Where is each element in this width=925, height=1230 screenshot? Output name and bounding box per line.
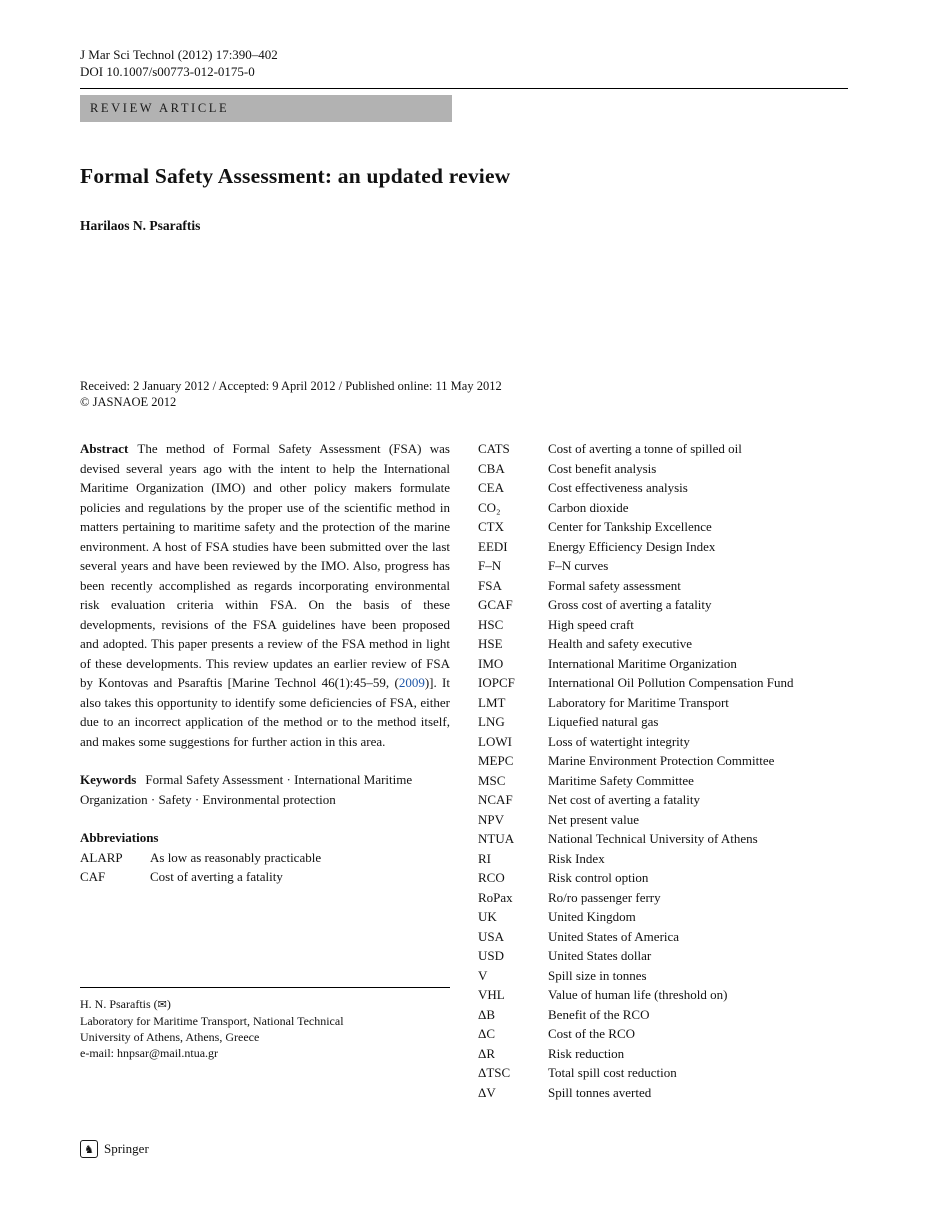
abbreviation-term: CBA xyxy=(478,460,505,476)
keywords-text: Formal Safety Assessment · International Maritime Organization · Safety · Environmental protection xyxy=(80,772,413,807)
abbreviation-term: IMO xyxy=(478,655,504,671)
article-type-label: REVIEW ARTICLE xyxy=(90,101,230,115)
abbreviation-row xyxy=(478,751,848,771)
abbreviation-definition: Cost of the RCO xyxy=(548,1026,636,1041)
right-column xyxy=(478,439,848,1102)
received-accepted-line: Received: 2 January 2012 / Accepted: 9 April 2012 / Published online: 11 May 2012 xyxy=(80,379,502,393)
abbreviation-term: RI xyxy=(478,850,491,866)
abbreviation-term: UK xyxy=(478,909,497,924)
abbreviation-term: F–N xyxy=(478,558,502,573)
abbreviation-term: ΔB xyxy=(478,1006,496,1022)
abbreviation-row xyxy=(478,907,848,927)
publisher-footer xyxy=(80,1140,149,1158)
abbreviation-row xyxy=(478,829,848,849)
abbreviation-definition: As low as reasonably practicable xyxy=(150,849,322,865)
abbreviation-row xyxy=(478,576,848,596)
article-type-banner xyxy=(80,95,452,122)
abbreviation-row xyxy=(478,712,848,732)
abbreviation-row xyxy=(478,1044,848,1064)
abbreviation-term: MSC xyxy=(478,772,506,788)
abbreviation-definition: International Oil Pollution Compensation Fund xyxy=(548,675,794,690)
abbreviation-term: NTUA xyxy=(478,831,515,846)
abbreviation-definition: Loss of watertight integrity xyxy=(548,733,690,749)
abbreviation-term: ΔR xyxy=(478,1045,496,1061)
abbreviation-term: ΔTSC xyxy=(478,1065,511,1080)
footnote-affiliation-line: University of Athens, Athens, Greece xyxy=(80,1029,260,1044)
keywords-paragraph xyxy=(80,770,450,809)
abbreviation-term: CO₂ xyxy=(478,499,501,515)
abbreviation-row xyxy=(478,595,848,615)
abbreviation-definition: High speed craft xyxy=(548,616,634,632)
abbreviation-term: MEPC xyxy=(478,753,514,768)
abbreviation-term: ΔV xyxy=(478,1084,496,1100)
abstract-text-after-link: )]. It also takes this opportunity to identify some deficiencies of FSA, either due to an incorrect application of the method or to the method itself, and makes some suggestions for further action in this area. xyxy=(80,675,450,749)
citation-year-link[interactable]: 2009 xyxy=(398,675,425,690)
envelope-icon: ✉ xyxy=(157,997,167,1011)
abbreviation-definition: Risk Index xyxy=(548,850,605,866)
abbreviation-row xyxy=(478,654,848,674)
abbreviation-term: FSA xyxy=(478,577,502,593)
abbreviation-row xyxy=(478,1063,848,1083)
doi-line: DOI 10.1007/s00773-012-0175-0 xyxy=(80,64,255,79)
two-column-body xyxy=(80,439,848,1102)
abbreviations-list-right xyxy=(478,439,848,1102)
abbreviation-row xyxy=(478,439,848,459)
abbreviation-definition: F–N curves xyxy=(548,558,609,573)
abbreviation-definition: International Maritime Organization xyxy=(548,655,737,671)
page-title: Formal Safety Assessment: an updated review xyxy=(80,164,511,188)
abbreviation-term: V xyxy=(478,967,488,983)
abbreviation-definition: Gross cost of averting a fatality xyxy=(548,597,712,612)
abbreviation-row xyxy=(478,634,848,654)
abbreviation-term: LMT xyxy=(478,694,506,710)
footnote-author-line xyxy=(80,996,450,1013)
abbreviation-definition: Energy Efficiency Design Index xyxy=(548,538,716,554)
abbreviation-row xyxy=(478,459,848,479)
abbreviation-row xyxy=(478,537,848,557)
abbreviation-row xyxy=(478,966,848,986)
springer-wordmark: Springer xyxy=(104,1141,149,1156)
abbreviation-definition: Carbon dioxide xyxy=(548,499,629,515)
abbreviation-term: IOPCF xyxy=(478,675,515,690)
abbreviation-row xyxy=(478,615,848,635)
footnote-author-name: H. N. Psaraftis ( xyxy=(80,996,158,1011)
footnote xyxy=(80,987,450,1061)
header-rule xyxy=(80,88,848,89)
abbreviation-term: USD xyxy=(478,948,505,963)
abbreviation-term: RoPax xyxy=(478,889,513,905)
abbreviation-row xyxy=(478,517,848,537)
abbreviation-term: HSE xyxy=(478,636,503,651)
abstract-paragraph xyxy=(80,439,450,751)
abbreviation-term: GCAF xyxy=(478,597,513,612)
abbreviation-term: LOWI xyxy=(478,733,512,749)
abbreviation-row xyxy=(80,867,450,887)
abbreviation-term: EEDI xyxy=(478,538,508,554)
abbreviation-definition: Net cost of averting a fatality xyxy=(548,792,700,807)
abstract-text-before-link: The method of Formal Safety Assessment (FSA) was devised several years ago with the intent to help the International Maritime Organization (IMO) and other policy makers formulate policies and regulations by the proper use of the scientific method in matters pertaining to maritime safety and the protection of the marine environment. A host of FSA studies have been submitted over the last several years and have been reviewed by the IMO. Also, progress has been recently accomplished as regards incorporating environmental risk evaluation criteria within FSA. On the basis of these developments, revisions of the FSA guidelines have been proposed and adopted. This paper presents a review of the FSA method in light of these developments. This review updates an earlier review of FSA by Kontovas and Psaraftis [Marine Technol 46(1):45–59, ( xyxy=(80,441,450,690)
abbreviation-definition: Ro/ro passenger ferry xyxy=(548,889,661,905)
abbreviation-row xyxy=(478,927,848,947)
abbreviation-row xyxy=(478,810,848,830)
abbreviation-row xyxy=(478,498,848,518)
abbreviations-heading: Abbreviations xyxy=(80,830,159,845)
abbreviation-term: ΔC xyxy=(478,1026,496,1041)
abbreviation-definition: Benefit of the RCO xyxy=(548,1006,650,1022)
abbreviation-term: RCO xyxy=(478,870,505,885)
abbreviation-definition: Maritime Safety Committee xyxy=(548,772,694,788)
footnote-affiliation-line: Laboratory for Maritime Transport, National Technical xyxy=(80,1013,344,1028)
abbreviation-definition: Marine Environment Protection Committee xyxy=(548,753,775,768)
publication-info xyxy=(80,378,848,410)
abbreviation-definition: Risk reduction xyxy=(548,1045,625,1061)
abbreviation-definition: Net present value xyxy=(548,811,639,827)
abbreviation-term: CATS xyxy=(478,441,510,456)
springer-logo-icon: ♞ xyxy=(80,1140,98,1158)
abbreviation-row xyxy=(478,732,848,752)
abbreviation-row xyxy=(478,556,848,576)
abbreviation-definition: National Technical University of Athens xyxy=(548,831,758,846)
abbreviation-row xyxy=(80,848,450,868)
abbreviation-row xyxy=(478,1005,848,1025)
abbreviation-definition: Cost of averting a tonne of spilled oil xyxy=(548,441,742,456)
abbreviation-row xyxy=(478,868,848,888)
abbreviation-row xyxy=(478,790,848,810)
abstract-label: Abstract xyxy=(80,441,129,456)
abbreviation-definition: Center for Tankship Excellence xyxy=(548,519,712,534)
journal-citation: J Mar Sci Technol (2012) 17:390–402 xyxy=(80,47,278,62)
abbreviation-definition: Cost benefit analysis xyxy=(548,460,657,476)
abbreviation-definition: Spill tonnes averted xyxy=(548,1084,652,1100)
abbreviation-term: LNG xyxy=(478,714,505,729)
abbreviation-definition: Formal safety assessment xyxy=(548,577,681,593)
abbreviation-definition: Spill size in tonnes xyxy=(548,967,647,983)
footnote-email: e-mail: hnpsar@mail.ntua.gr xyxy=(80,1045,219,1060)
abbreviation-row xyxy=(478,1024,848,1044)
abbreviation-row xyxy=(478,673,848,693)
abbreviation-row xyxy=(478,888,848,908)
abbreviation-term: NCAF xyxy=(478,792,513,807)
abbreviation-term: CEA xyxy=(478,480,504,495)
abbreviation-term: CTX xyxy=(478,519,504,534)
abbreviation-definition: Laboratory for Maritime Transport xyxy=(548,694,729,710)
abbreviation-definition: Liquefied natural gas xyxy=(548,714,659,729)
abbreviations-list-left xyxy=(80,848,450,887)
abbreviation-term: VHL xyxy=(478,987,505,1002)
abbreviation-term: ALARP xyxy=(80,849,123,865)
abbreviation-row xyxy=(478,946,848,966)
abbreviation-definition: Risk control option xyxy=(548,870,649,885)
abbreviation-definition: Total spill cost reduction xyxy=(548,1065,677,1080)
copyright-line: © JASNAOE 2012 xyxy=(80,395,177,409)
abbreviation-row xyxy=(478,693,848,713)
keywords-label: Keywords xyxy=(80,772,137,787)
left-column xyxy=(80,439,450,1102)
abbreviation-definition: United Kingdom xyxy=(548,909,636,924)
abbreviation-row xyxy=(478,849,848,869)
abbreviation-term: CAF xyxy=(80,869,106,884)
abbreviation-definition: United States dollar xyxy=(548,948,652,963)
abbreviation-definition: United States of America xyxy=(548,928,680,944)
abbreviation-definition: Health and safety executive xyxy=(548,636,693,651)
abbreviation-term: NPV xyxy=(478,811,505,827)
footnote-divider xyxy=(80,987,450,988)
abbreviation-row xyxy=(478,478,848,498)
footnote-affiliation xyxy=(80,1013,450,1045)
abbreviation-term: USA xyxy=(478,928,505,944)
abbreviation-row xyxy=(478,1083,848,1103)
abbreviation-definition: Cost effectiveness analysis xyxy=(548,480,688,495)
abbreviation-definition: Cost of averting a fatality xyxy=(150,869,283,884)
abbreviation-row xyxy=(478,985,848,1005)
abbreviation-definition: Value of human life (threshold on) xyxy=(548,987,728,1002)
abbreviation-term: HSC xyxy=(478,616,504,632)
abbreviation-row xyxy=(478,771,848,791)
author-name: Harilaos N. Psaraftis xyxy=(80,218,201,233)
footnote-author-close: ) xyxy=(166,996,171,1011)
